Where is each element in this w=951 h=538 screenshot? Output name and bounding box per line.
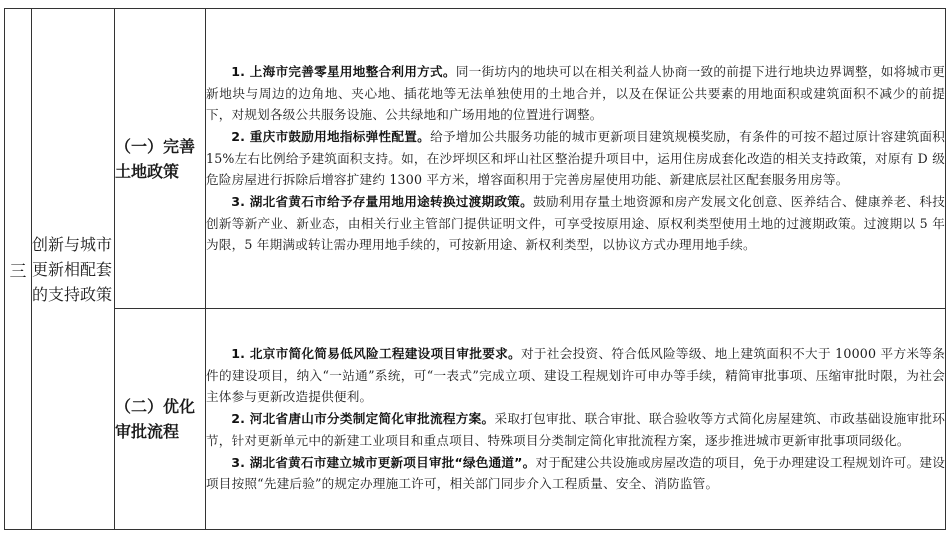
section-content-land-policy: [206, 9, 946, 309]
policy-item-body: 对于社会投资、符合低风险等级、地上建筑面积不大于 10000 平方米等条件的建设项目，纳入“一站通”系统，可“一表式”完成立项、建设工程规划许可申办等手续，精简审批事项、压缩审批时限，为社会主体参与更新改造提供便利。: [206, 346, 945, 405]
policy-item-heading: 2. 重庆市鼓励用地指标弹性配置。: [231, 128, 431, 144]
policy-item: [206, 126, 945, 191]
policy-table: [4, 8, 946, 530]
policy-item-heading: 3. 湖北省黄石市给予存量用地用途转换过渡期政策。: [231, 194, 534, 210]
table-row: [5, 9, 946, 309]
policy-item-heading: 1. 上海市完善零星用地整合利用方式。: [231, 63, 456, 79]
section-title-approval-process: （二）优化审批流程: [115, 309, 206, 530]
policy-item-body: 对于配建公共设施或房屋改造的项目，免于办理建设工程规划许可。建设项目按照“先建后验”的规定办理施工许可，相关部门同步介入工程质量、安全、消防监管。: [206, 454, 945, 492]
policy-item-heading: 3. 湖北省黄石市建立城市更新项目审批“绿色通道”。: [231, 454, 536, 470]
policy-item: [206, 61, 945, 126]
policy-item-body: 鼓励利用存量土地资源和房产发展文化创意、医养结合、健康养老、科技创新等新产业、新业态，由相关行业主管部门提供证明文件，可享受按原用途、原权利类型使用土地的过渡期政策。过渡期以 5 年为限，5 年期满或转让需办理用地手续的，可按新用途、新权利类型，以协议方式办理用地手续。: [206, 194, 945, 253]
policy-item-body: 同一街坊内的地块可以在相关利益人协商一致的前提下进行地块边界调整，如将城市更新地块与周边的边角地、夹心地、插花地等无法单独使用的土地合并，以及在保证公共要素的用地面积或建筑面积不减少的前提下，对规划各级公共服务设施、公共绿地和广场用地的位置进行调整。: [206, 63, 945, 123]
policy-item: [206, 408, 945, 451]
table-row: [5, 309, 946, 530]
row-topic: 创新与城市更新相配套的支持政策: [32, 9, 115, 530]
policy-item-heading: 1. 北京市简化简易低风险工程建设项目审批要求。: [231, 346, 521, 362]
policy-item: [206, 191, 945, 256]
section-content-approval-process: [206, 309, 946, 530]
policy-item-heading: 2. 河北省唐山市分类制定简化审批流程方案。: [231, 411, 495, 427]
row-index: 三: [5, 9, 32, 530]
policy-item: [206, 452, 945, 495]
section-title-land-policy: （一）完善土地政策: [115, 9, 206, 309]
policy-item-body: 采取打包审批、联合审批、联合验收等方式简化房屋建筑、市政基础设施审批环节，针对更新单元中的新建工业项目和重点项目、特殊项目分类制定简化审批流程方案，逐步推进城市更新审批事项同级化。: [206, 411, 945, 448]
policy-item-body: 给予增加公共服务功能的城市更新项目建筑规模奖励，有条件的可按不超过原计容建筑面积 15%左右比例给予建筑面积支持。如，在沙坪坝区和坪山社区整治提升项目中，运用住房成套化改造的相关支持政策，对原有 D 级危险房屋进行拆除后增容扩建约 1300 平方米，增容面积用于完善房屋使用功能、新建底层社区配套服务用房等。: [206, 128, 945, 188]
policy-item: [206, 343, 945, 408]
